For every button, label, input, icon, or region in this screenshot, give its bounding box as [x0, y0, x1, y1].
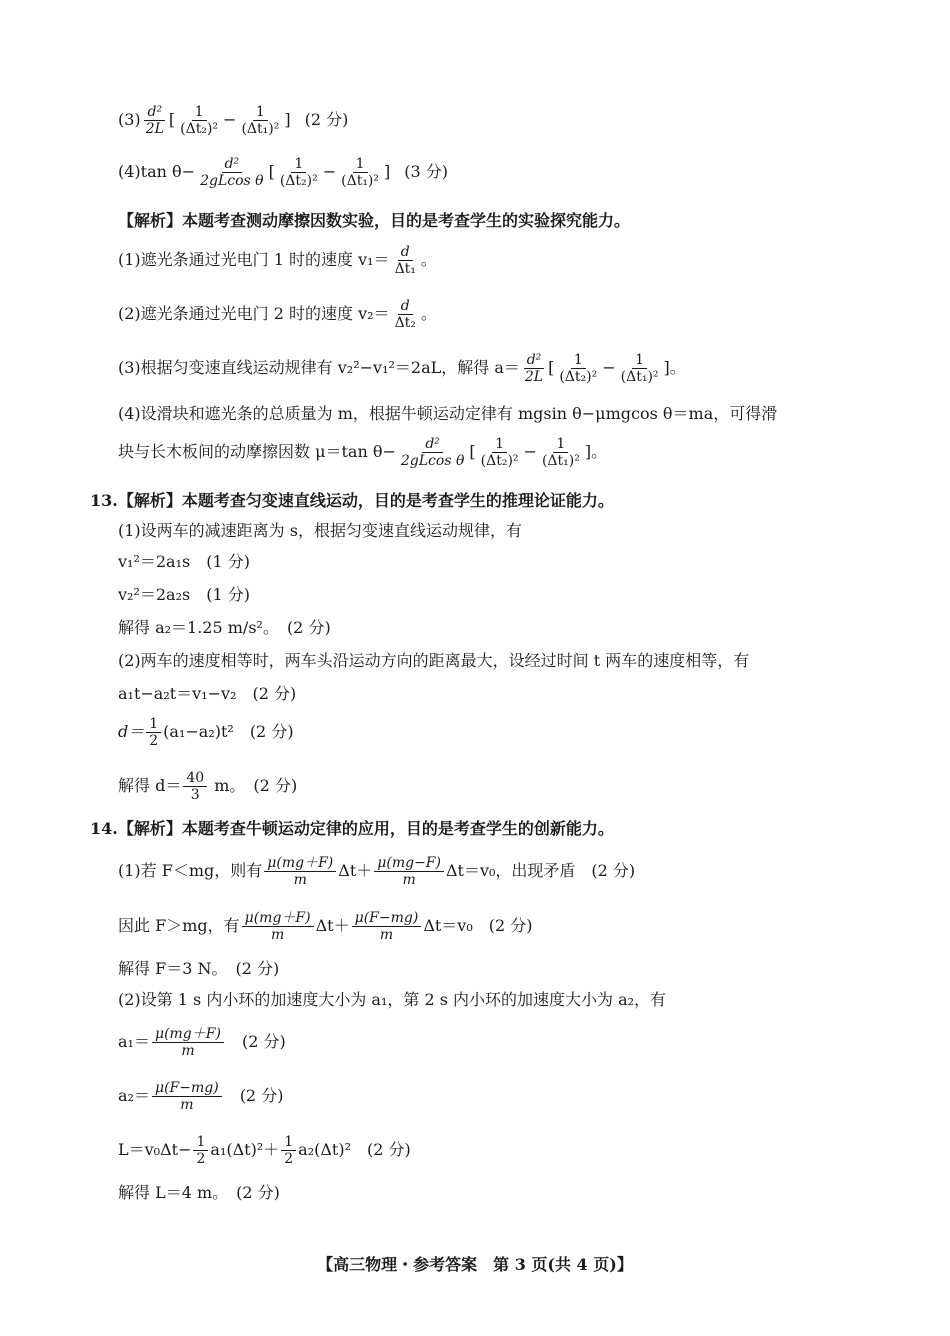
denominator: (Δt₁)² [620, 369, 659, 385]
text: Δt＋ [338, 861, 373, 880]
denominator: (Δt₂)² [180, 121, 219, 137]
numerator: μ(mg＋F) [152, 1026, 224, 1043]
fraction [392, 244, 419, 277]
text: (1)遮光条通过光电门 1 时的速度 v₁＝ [118, 250, 390, 269]
denominator: Δt₂ [394, 315, 416, 331]
denominator: 2 [284, 1151, 294, 1167]
numerator: 1 [253, 104, 268, 121]
numerator: 1 [571, 352, 586, 369]
denominator: 2L [145, 121, 164, 137]
q13-line-7 [118, 716, 294, 749]
text: (1)若 F＜mg，则有 [118, 861, 263, 880]
fraction [338, 156, 382, 189]
minus-sign: − [223, 110, 237, 129]
q13-line-4: 解得 a₂＝1.25 m/s²。 (2 分) [118, 618, 331, 637]
answer-4: (4)tan θ− $\frac{\text{d²}}{\text{2gLcos θ}}$ [ $\frac{1}{\text{(Δt₂)²}}$ − $\frac{1}{\text{(Δt₁)²}}$ ] (3 分) [118, 156, 449, 189]
text: Δt＝v₀ (2 分) [423, 916, 533, 935]
analysis-12-2 [118, 298, 437, 331]
analysis-12-4-cont: 块与长木板间的动摩擦因数 μ＝tan θ− $\frac{\text{d²}}{\text{2gLcos θ}}$ [ $\frac{1}{\text{(Δt₂)²}}$ − $\frac{1}{\text{(Δt₁)²}}$ ]。 [118, 436, 608, 469]
q14-line-4: (2)设第 1 s 内小环的加速度大小为 a₁，第 2 s 内小环的加速度大小为 a₂，有 [118, 990, 667, 1009]
text: 因此 F＞mg，有 [118, 916, 240, 935]
analysis-12-1 [118, 244, 437, 277]
text: (3)根据匀变速直线运动规律有 v₂²−v₁²＝2aL，解得 a＝ [118, 358, 520, 377]
numerator: 40 [183, 770, 207, 787]
text: d＝ [118, 722, 145, 741]
q14-title: 14.【解析】本题考查牛顿运动定律的应用，目的是考查学生的创新能力。 [90, 819, 614, 838]
numerator: μ(F−mg) [352, 910, 422, 927]
text: a₁＝ [118, 1032, 150, 1051]
minus-sign: − [322, 162, 337, 181]
q13-line-6: a₁t−a₂t＝v₁−v₂ (2 分) [118, 684, 297, 703]
denominator: 2 [149, 733, 159, 749]
text: 解得 d＝ [118, 776, 182, 795]
denominator: (Δt₁)² [541, 453, 580, 469]
fraction [197, 156, 267, 189]
denominator: m [402, 872, 416, 888]
fraction [392, 298, 419, 331]
score: (2 分) [304, 110, 349, 129]
fraction [398, 436, 468, 469]
analysis-12-4: (4)设滑块和遮光条的总质量为 m，根据牛顿运动定律有 mgsin θ−μmgcos θ＝ma，可得滑 [118, 404, 778, 423]
text: a₂＝ [118, 1086, 150, 1105]
fraction [556, 352, 600, 385]
text: (2 分) [225, 1032, 286, 1051]
text: 。 [669, 358, 686, 377]
score: (3 分) [404, 162, 449, 181]
item-index: (4) [118, 162, 141, 181]
minus-sign: − [523, 442, 537, 461]
text: (2 分) [223, 1086, 284, 1105]
item-index: (3) [118, 110, 141, 129]
q13-line-2: v₁²＝2a₁s (1 分) [118, 552, 250, 571]
fraction [264, 855, 336, 888]
numerator: μ(F−mg) [152, 1080, 222, 1097]
fraction [277, 156, 321, 189]
denominator: Δt₁ [394, 261, 416, 277]
numerator: 1 [291, 156, 306, 173]
expr-prefix: tan θ− [140, 162, 196, 181]
fraction [143, 104, 167, 137]
denominator: 2L [524, 369, 544, 385]
numerator: 1 [353, 156, 368, 173]
text: (a₁−a₂)t² (2 分) [163, 722, 294, 741]
page-footer: 【高三物理・参考答案 第 3 页(共 4 页)】 [317, 1255, 633, 1274]
denominator: m [270, 927, 285, 943]
fraction [374, 855, 444, 888]
q14-line-6 [118, 1080, 283, 1113]
fraction [146, 716, 161, 749]
q14-line-1 [118, 855, 635, 888]
minus-sign: − [602, 358, 616, 377]
denominator: 3 [190, 787, 200, 803]
denominator: (Δt₂)² [480, 453, 519, 469]
denominator: (Δt₂)² [279, 173, 318, 189]
q14-line-8: 解得 L＝4 m。 (2 分) [118, 1183, 280, 1202]
denominator: (Δt₁)² [241, 121, 280, 137]
q13-title: 13.【解析】本题考查匀变速直线运动，目的是考查学生的推理论证能力。 [90, 491, 614, 510]
q14-line-7 [118, 1134, 411, 1167]
numerator: μ(mg＋F) [264, 855, 336, 872]
fraction [281, 1134, 296, 1167]
text: 。 [420, 250, 437, 269]
numerator: 1 [553, 436, 568, 453]
text: 。 [591, 442, 608, 461]
numerator: d² [524, 352, 545, 369]
numerator: d [398, 244, 413, 261]
q13-line-5: (2)两车的速度相等时，两车头沿运动方向的距离最大，设经过时间 t 两车的速度相等，有 [118, 651, 750, 670]
text: m。 (2 分) [209, 776, 298, 795]
numerator: 1 [146, 716, 161, 733]
fraction [478, 436, 522, 469]
fraction [152, 1026, 224, 1059]
numerator: 1 [193, 1134, 208, 1151]
text: L＝v₀Δt− [118, 1140, 192, 1159]
numerator: μ(mg−F) [374, 855, 444, 872]
fraction [183, 770, 207, 803]
numerator: 1 [492, 436, 507, 453]
answer-3: (3) $\frac{\text{d²}}{2L}$ [ $\frac{1}{\text{(Δt₂)²}}$ − $\frac{1}{\text{(Δt₁)²}}$ ] (2 分) [118, 104, 349, 137]
fraction [193, 1134, 208, 1167]
numerator: d [398, 298, 413, 315]
numerator: 1 [632, 352, 647, 369]
text: (2)遮光条通过光电门 2 时的速度 v₂＝ [118, 304, 390, 323]
numerator: μ(mg＋F) [242, 910, 314, 927]
fraction [177, 104, 221, 137]
text: a₂(Δt)² (2 分) [298, 1140, 411, 1159]
denominator: m [293, 872, 307, 888]
q13-line-1: (1)设两车的减速距离为 s，根据匀变速直线运动规律，有 [118, 521, 522, 540]
fraction [152, 1080, 222, 1113]
text: 。 [420, 304, 437, 323]
denominator: (Δt₁)² [341, 173, 380, 189]
text: Δt＝v₀，出现矛盾 (2 分) [445, 861, 636, 880]
numerator: d² [222, 156, 243, 173]
text: 块与长木板间的动摩擦因数 μ＝tan θ− [118, 442, 396, 461]
fraction [618, 352, 662, 385]
q14-line-3: 解得 F＝3 N。 (2 分) [118, 959, 280, 978]
denominator: m [379, 927, 394, 943]
denominator: 2 [196, 1151, 206, 1167]
analysis-heading-12: 【解析】本题考查测动摩擦因数实验，目的是考查学生的实验探究能力。 [118, 211, 631, 230]
fraction [242, 910, 314, 943]
denominator: m [180, 1097, 194, 1113]
numerator: d² [422, 436, 443, 453]
denominator: (Δt₂)² [559, 369, 598, 385]
text: Δt＋ [315, 916, 350, 935]
numerator: 1 [281, 1134, 296, 1151]
numerator: d² [144, 104, 165, 121]
text: a₁(Δt)²＋ [210, 1140, 280, 1159]
q14-line-5 [118, 1026, 286, 1059]
fraction [238, 104, 282, 137]
q14-line-2 [118, 910, 533, 943]
fraction [522, 352, 546, 385]
fraction [352, 910, 422, 943]
q13-line-8 [118, 770, 297, 803]
q13-line-3: v₂²＝2a₂s (1 分) [118, 585, 250, 604]
analysis-12-3: (3)根据匀变速直线运动规律有 v₂²−v₁²＝2aL，解得 a＝ $\frac{\text{d²}}{2L}$ [ $\frac{1}{\text{(Δt₂)²}}$ − $\frac{1}{\text{(Δt₁)²}}$ ]。 [118, 352, 686, 385]
denominator: 2gLcos θ [400, 453, 465, 469]
numerator: 1 [192, 104, 207, 121]
denominator: m [181, 1043, 195, 1059]
denominator: 2gLcos θ [200, 173, 264, 189]
fraction [539, 436, 583, 469]
